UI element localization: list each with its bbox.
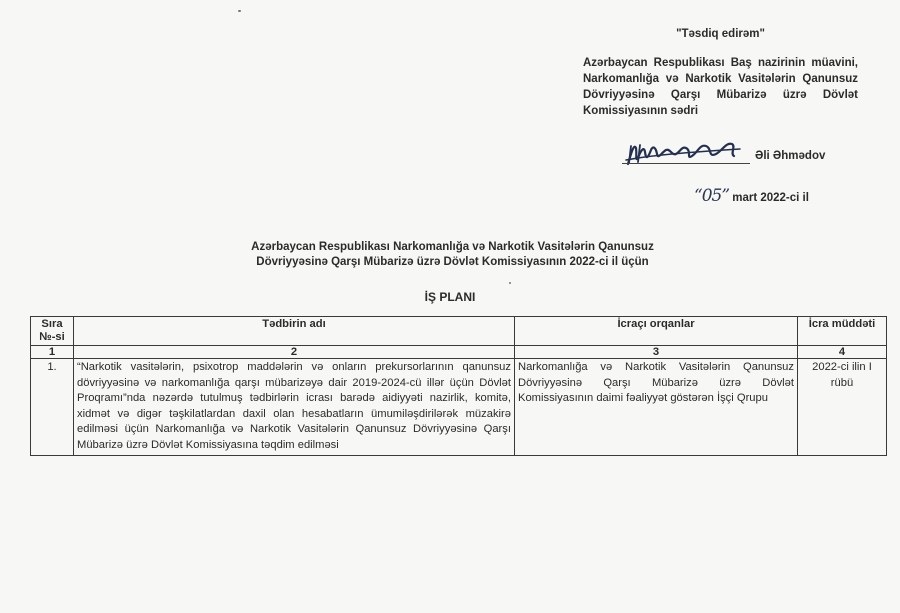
row-number: 1.: [31, 359, 74, 456]
table-header-row: [31, 317, 887, 346]
header-deadline: İcra müddəti: [798, 317, 887, 346]
signature-row: [622, 136, 862, 180]
column-number: 4: [798, 346, 887, 359]
deadline-text: 2022-ci ilin I rübü: [798, 359, 887, 456]
executor-text: Narkomanlığa və Narkotik Vasitələrin Qanunsuz Dövriyyəsinə Qarşı Mübarizə üzrə Dövlət Komissiyasının daimi fəaliyyət göstərən İşçi Qrupu: [515, 359, 798, 456]
document-title: [150, 240, 755, 270]
plan-heading: İŞ PLANI: [424, 290, 476, 304]
approval-heading: "Təsdiq edirəm": [676, 28, 765, 40]
measure-text: “Narkotik vasitələrin, psixotrop maddələrin və onların prekursorlarının qanunsuz dövriyyəsinə və narkomanlığa qarşı mübarizəyə dair 2019-2024-cü illər üçün Dövlət Proqramı”nda nəzərdə tutulmuş tədbirlərin icrası barədə aidiyyəti nazirlik, komitə, xidmət və digər təşkilatlardan daxil olan hesabatların ümumiləşdirilərək müzakirə edilməsi üçün Narkomanlığa və Narkotik Vasitələrin Qanunsuz Dövriyyəsinə Qarşı Mübarizə üzrə Dövlət Komissiyasına təqdim edilməsi: [74, 359, 515, 456]
date-day-handwritten: “05”: [694, 186, 730, 206]
approval-date: [694, 186, 809, 206]
scan-speck: [509, 282, 511, 284]
column-number: 2: [74, 346, 515, 359]
header-row-number: Sıra №-si: [31, 317, 74, 346]
document-title-line-2: Dövriyyəsinə Qarşı Mübarizə üzrə Dövlət Komissiyasının 2022-ci il üçün: [256, 256, 649, 268]
approval-block: [583, 26, 858, 119]
approver-position: Azərbaycan Respublikası Baş nazirinin müavini, Narkomanlığa və Narkotik Vasitələrin Qanunsuz Dövriyyəsinə Qarşı Mübarizə üzrə Dövlət Komissiyasının sədri: [583, 57, 858, 117]
scan-speck: [238, 10, 241, 12]
table-row: [31, 359, 887, 456]
header-executors: İcraçı orqanlar: [515, 317, 798, 346]
signature-image: [622, 136, 752, 170]
date-month-year: mart 2022-ci il: [732, 192, 809, 204]
column-number: 1: [31, 346, 74, 359]
work-plan-table: [30, 316, 887, 456]
column-number: 3: [515, 346, 798, 359]
column-number-row: [31, 346, 887, 359]
header-measure: Tədbirin adı: [74, 317, 515, 346]
document-title-line-1: Azərbaycan Respublikası Narkomanlığa və Narkotik Vasitələrin Qanunsuz: [251, 241, 654, 253]
signer-name: Əli Əhmədov: [755, 150, 826, 162]
signature-line: [622, 163, 750, 164]
